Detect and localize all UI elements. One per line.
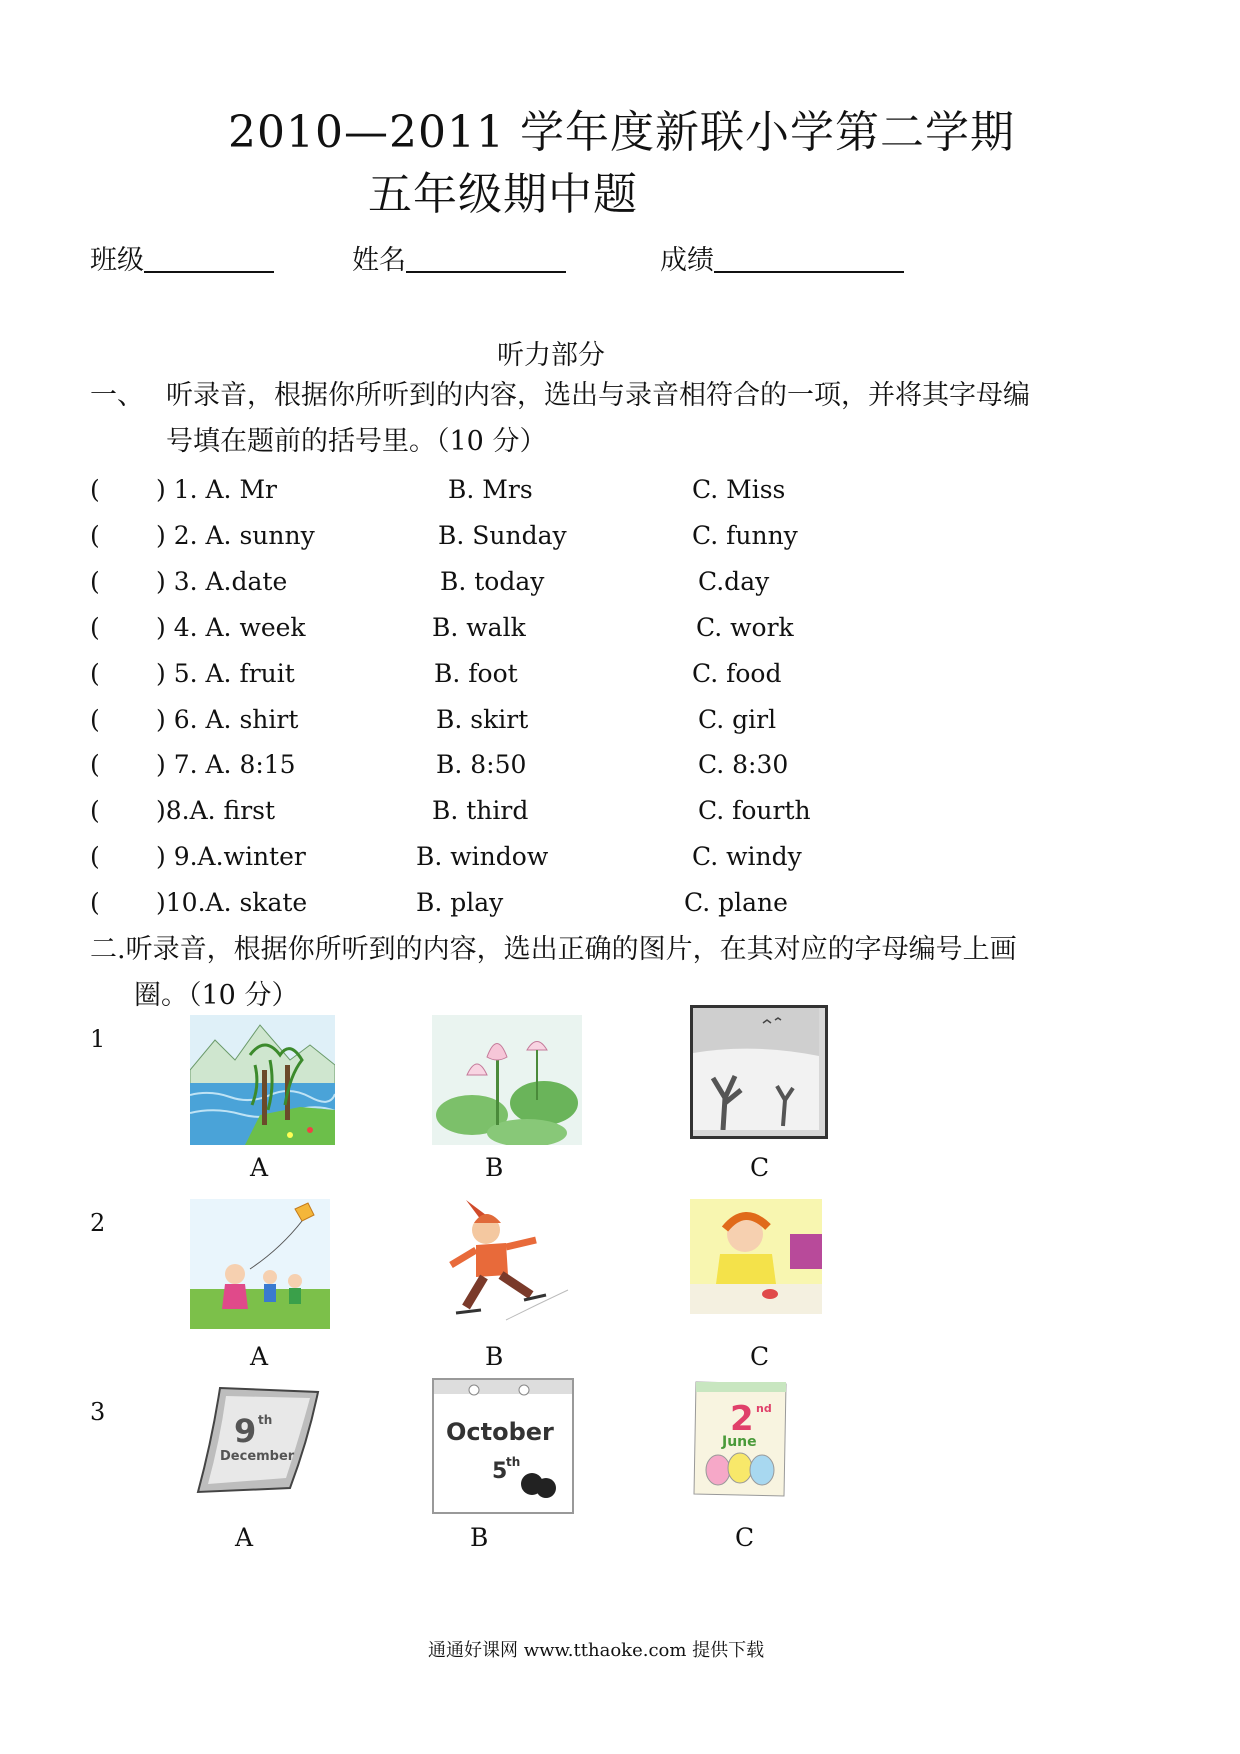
calendar-b-day: 5	[492, 1459, 508, 1484]
picture-2b-skating-boy[interactable]	[446, 1195, 571, 1325]
score-blank[interactable]	[714, 245, 904, 273]
question-row	[90, 608, 990, 648]
calendar-c-suffix: nd	[756, 1402, 772, 1415]
option-a: ) 4. A. week	[156, 613, 306, 642]
answer-bracket[interactable]: (	[90, 521, 100, 550]
calendar-b-month: October	[446, 1418, 554, 1446]
picture-2c-girl-drawing[interactable]	[690, 1199, 822, 1314]
option-c: C. funny	[692, 521, 798, 550]
option-b: B. window	[416, 842, 549, 871]
question-row	[90, 700, 990, 740]
option-c: C. work	[696, 613, 794, 642]
option-label-a[interactable]: A	[235, 1523, 254, 1552]
option-a: ) 7. A. 8:15	[156, 750, 296, 779]
option-a: )8.A. first	[156, 796, 276, 825]
option-label-b[interactable]: B	[485, 1153, 504, 1182]
name-blank[interactable]	[406, 245, 566, 273]
calendar-a-suffix: th	[258, 1413, 273, 1427]
class-field	[90, 238, 274, 277]
section2-instruction-line2: 圈。（10 分）	[134, 980, 299, 1011]
option-c: C. food	[692, 659, 782, 688]
option-a: )10.A. skate	[156, 888, 308, 917]
section1-instruction-line2: 号填在题前的括号里。（10 分）	[166, 426, 547, 457]
option-label-c[interactable]: C	[750, 1342, 770, 1371]
picture-1a-spring-lake[interactable]	[190, 1015, 335, 1145]
option-label-c[interactable]: C	[750, 1153, 770, 1182]
class-blank[interactable]	[144, 245, 274, 273]
picture-3b-october-5th[interactable]	[432, 1378, 574, 1514]
answer-bracket[interactable]: (	[90, 567, 100, 596]
answer-bracket[interactable]: (	[90, 750, 100, 779]
option-label-b[interactable]: B	[470, 1523, 489, 1552]
option-a: ) 9.A.winter	[156, 842, 306, 871]
calendar-c-month: June	[722, 1434, 757, 1450]
option-label-b[interactable]: B	[485, 1342, 504, 1371]
picture-1c-winter-trees[interactable]	[690, 1005, 828, 1139]
listening-section-title: 听力部分	[497, 340, 605, 371]
answer-bracket[interactable]: (	[90, 796, 100, 825]
picture-group-number: 1	[90, 1025, 106, 1053]
answer-bracket[interactable]: (	[90, 613, 100, 642]
question-row	[90, 837, 990, 877]
option-b: B. walk	[432, 613, 526, 642]
answer-bracket[interactable]: (	[90, 705, 100, 734]
option-b: B. play	[416, 888, 504, 917]
question-row	[90, 791, 990, 831]
answer-bracket[interactable]: (	[90, 888, 100, 917]
answer-bracket[interactable]: (	[90, 659, 100, 688]
option-b: B. third	[432, 796, 529, 825]
option-c: C. Miss	[692, 475, 786, 504]
option-b: B. skirt	[436, 705, 529, 734]
question-row	[90, 562, 990, 602]
question-row	[90, 470, 990, 510]
option-c: C. fourth	[698, 796, 811, 825]
name-field	[352, 238, 566, 277]
question-row	[90, 745, 990, 785]
calendar-c-day: 2	[730, 1399, 754, 1439]
section1-instruction-line1: 听录音，根据你所听到的内容，选出与录音相符合的一项，并将其字母编	[166, 380, 1030, 411]
option-c: C. windy	[692, 842, 802, 871]
option-a: ) 6. A. shirt	[156, 705, 299, 734]
question-row	[90, 883, 990, 923]
score-field	[660, 238, 904, 277]
option-a: ) 5. A. fruit	[156, 659, 295, 688]
question-row	[90, 654, 990, 694]
option-a: ) 1. A. Mr	[156, 475, 277, 504]
picture-2a-flying-kite[interactable]	[190, 1199, 330, 1329]
picture-3a-december-9th[interactable]	[190, 1380, 322, 1500]
score-label: 成绩	[660, 245, 714, 276]
name-label: 姓名	[352, 245, 406, 276]
page-title: 2010—2011 学年度新联小学第二学期	[228, 107, 1015, 158]
calendar-a-day: 9	[234, 1412, 257, 1450]
footer-credit: 通通好课网 www.tthaoke.com 提供下载	[428, 1640, 765, 1661]
picture-group-number: 3	[90, 1398, 106, 1426]
option-c: C. girl	[698, 705, 777, 734]
section2-instruction-line1: 二.听录音，根据你所听到的内容，选出正确的图片，在其对应的字母编号上画	[90, 934, 1017, 965]
class-label: 班级	[90, 245, 144, 276]
option-a: ) 2. A. sunny	[156, 521, 315, 550]
option-b: B. Sunday	[438, 521, 567, 550]
option-label-c[interactable]: C	[735, 1523, 755, 1552]
picture-group-number: 2	[90, 1209, 106, 1237]
page-subtitle: 五年级期中题	[368, 169, 638, 220]
calendar-a-month: December	[220, 1449, 295, 1464]
picture-1b-lotus-pond[interactable]	[432, 1015, 582, 1145]
answer-bracket[interactable]: (	[90, 475, 100, 504]
option-label-a[interactable]: A	[250, 1342, 269, 1371]
option-b: B. foot	[434, 659, 518, 688]
option-c: C.day	[698, 567, 770, 596]
option-c: C. 8:30	[698, 750, 789, 779]
calendar-b-suffix: th	[506, 1455, 521, 1469]
option-b: B. today	[440, 567, 545, 596]
picture-3c-june-2nd[interactable]	[690, 1378, 790, 1500]
option-label-a[interactable]: A	[250, 1153, 269, 1182]
section1-number: 一、	[90, 380, 144, 411]
answer-bracket[interactable]: (	[90, 842, 100, 871]
option-b: B. Mrs	[448, 475, 533, 504]
question-row	[90, 516, 990, 556]
option-b: B. 8:50	[436, 750, 527, 779]
option-a: ) 3. A.date	[156, 567, 288, 596]
option-c: C. plane	[684, 888, 788, 917]
